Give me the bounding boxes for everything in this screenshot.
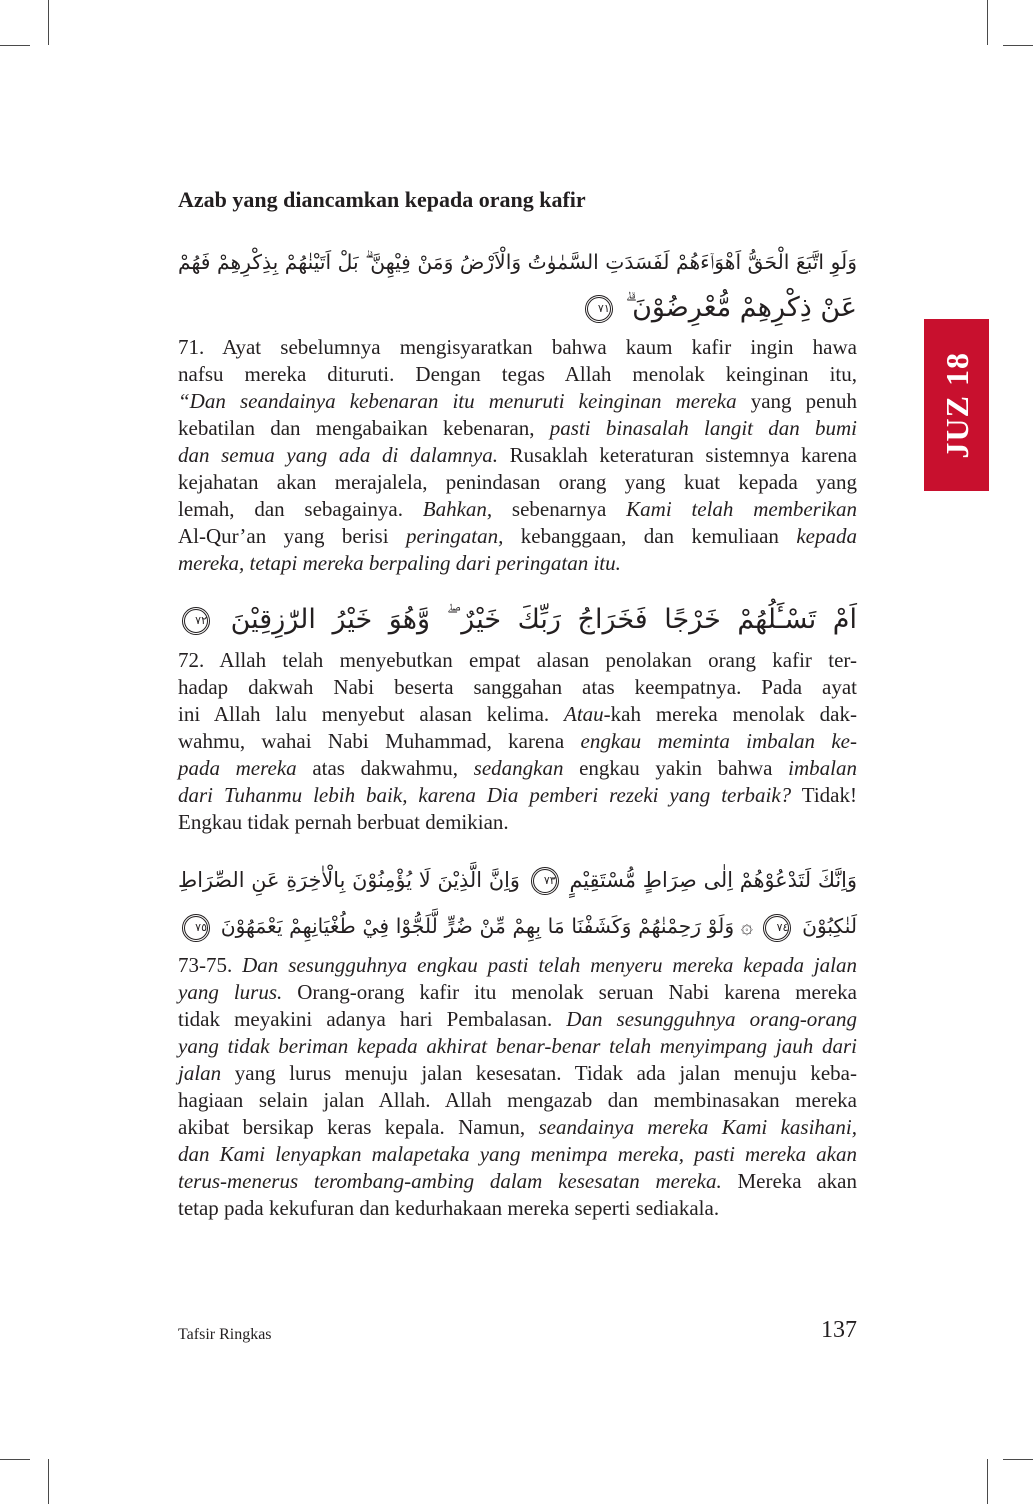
- italic-segment: Bahkan,: [422, 497, 493, 521]
- text-segment: atas dakwahmu,: [296, 756, 474, 780]
- text-segment: lemah, dan sebagainya.: [178, 497, 423, 521]
- text-segment: kebatilan dan mengabaikan kebenaran,: [178, 416, 550, 440]
- verse-line: [178, 857, 857, 903]
- crop-mark: [987, 1459, 988, 1504]
- verse-block-71: [178, 239, 857, 331]
- verse-end-marker: ٧٢: [182, 607, 210, 635]
- verse-text: وَاِنَّكَ لَتَدْعُوْهُمْ اِلٰى صِرَاطٍ مُّسْتَقِيْمٍ: [569, 868, 857, 892]
- text-segment: kejahatan akan merajalela, penindasan orang yang kuat kepada yang: [178, 470, 857, 494]
- verse-end-marker: ٧٣: [531, 867, 559, 895]
- verse-block-72: [178, 597, 857, 643]
- page-number: 137: [821, 1317, 857, 1343]
- verse-text: وَاِنَّ الَّذِيْنَ لَا يُؤْمِنُوْنَ بِالْاٰخِرَةِ عَنِ الصِّرَاطِ: [178, 868, 520, 892]
- text-segment: kebanggaan, dan kemuliaan: [503, 524, 797, 548]
- italic-segment: pasti binasalah langit dan bumi: [549, 416, 858, 440]
- text-segment: tidak meyakini adanya hari Pembalasan.: [178, 1007, 567, 1031]
- commentary-line: [178, 1114, 857, 1141]
- italic-segment: Kami telah memberikan: [626, 497, 858, 521]
- verse-line: [178, 239, 857, 285]
- commentary-paragraph-72: [178, 647, 857, 836]
- footer-book-title: Tafsir Ringkas: [178, 1326, 272, 1343]
- verse-line: [178, 285, 857, 331]
- text-segment: 71. Ayat sebelumnya mengisyaratkan bahwa kaum kafir ingin hawa: [178, 335, 857, 359]
- italic-segment: yang tidak beriman kepada akhirat benar-benar telah menyimpang jauh dari: [178, 1034, 857, 1058]
- commentary-line: [178, 1033, 857, 1060]
- italic-segment: “Dan seandainya kebenaran itu menuruti keinginan mereka: [178, 389, 737, 413]
- crop-mark: [0, 1459, 30, 1460]
- italic-segment: peringatan,: [405, 524, 504, 548]
- verse-text: لَنٰكِبُوْنَ: [802, 914, 858, 938]
- text-segment: Tidak!: [791, 783, 857, 807]
- verse-block-73-75: [178, 857, 857, 949]
- commentary-line: [178, 701, 857, 728]
- text-segment: hagiaan selain jalan Allah. Allah mengazab dan membinasakan mereka: [178, 1088, 857, 1112]
- text-segment: 73-75.: [178, 953, 243, 977]
- italic-segment: imbalan: [788, 756, 857, 780]
- text-segment: sebenarnya: [492, 497, 627, 521]
- crop-mark: [1003, 1459, 1033, 1460]
- italic-segment: jalan: [178, 1061, 222, 1085]
- text-segment: nafsu mereka dituruti. Dengan tegas Allah menolak keinginan itu,: [178, 362, 857, 386]
- commentary-line: [178, 674, 857, 701]
- verse-line: [178, 597, 857, 643]
- italic-segment: dan semua yang ada di dalamnya.: [178, 443, 498, 467]
- italic-segment: dari Tuhanmu lebih baik, karena Dia pemberi rezeki yang terbaik?: [178, 783, 792, 807]
- crop-mark: [48, 1459, 49, 1504]
- crop-mark: [48, 0, 49, 45]
- verse-text: وَلَوِ اتَّبَعَ الْحَقُّ اَهْوَاۤءَهُمْ لَفَسَدَتِ السَّمٰوٰتُ وَالْاَرْضُ وَمَنْ فِيْهِنَّ ۗ بَلْ اَتَيْنٰهُمْ بِذِكْرِهِمْ فَهُمْ: [178, 250, 857, 274]
- text-segment: yang penuh: [736, 389, 857, 413]
- juz-tab: [924, 319, 989, 491]
- commentary-paragraph-73-75: [178, 952, 857, 1222]
- text-segment: ini Allah lalu menyebut alasan kelima.: [178, 702, 564, 726]
- commentary-line: [178, 1141, 857, 1168]
- crop-mark: [0, 45, 30, 46]
- commentary-line: [178, 647, 857, 674]
- crop-mark: [1003, 45, 1033, 46]
- commentary-line: [178, 755, 857, 782]
- commentary-line: [178, 496, 857, 523]
- commentary-line: [178, 415, 857, 442]
- italic-segment: engkau meminta imbalan ke-: [580, 729, 857, 753]
- verse-end-marker: ٧١: [585, 295, 613, 323]
- italic-segment: Dan sesungguhnya engkau pasti telah menyeru mereka kepada jalan: [242, 953, 857, 977]
- commentary-line: [178, 782, 857, 809]
- verse-text: اَمْ تَسْـَٔلُهُمْ خَرْجًا فَخَرَاجُ رَبِّكَ خَيْرٌ ۖ وَّهُوَ خَيْرُ الرّٰزِقِيْنَ: [230, 604, 858, 635]
- italic-segment: yang lurus.: [178, 980, 283, 1004]
- text-segment: Al-Qur’an yang berisi: [178, 524, 406, 548]
- verse-end-marker: ٧٥: [182, 914, 210, 942]
- juz-tab-label: JUZ 18: [938, 351, 975, 459]
- italic-segment: Dan sesungguhnya orang-orang: [566, 1007, 857, 1031]
- commentary-line: [178, 334, 857, 361]
- commentary-line: [178, 809, 857, 836]
- text-segment: hadap dakwah Nabi beserta sanggahan atas keempatnya. Pada ayat: [178, 675, 857, 699]
- verse-end-marker: ٧٤: [763, 914, 791, 942]
- commentary-line: [178, 728, 857, 755]
- commentary-line: [178, 550, 857, 577]
- italic-segment: terus-menerus terombang-ambing dalam kesesatan mereka.: [178, 1169, 722, 1193]
- commentary-line: [178, 523, 857, 550]
- commentary-line: [178, 1060, 857, 1087]
- commentary-line: [178, 388, 857, 415]
- commentary-line: [178, 1006, 857, 1033]
- italic-segment: mereka, tetapi mereka berpaling dari peringatan itu.: [178, 551, 621, 575]
- commentary-paragraph-71: [178, 334, 857, 577]
- italic-segment: seandainya mereka Kami kasihani,: [538, 1115, 857, 1139]
- text-segment: Orang-orang kafir itu menolak seruan Nabi karena mereka: [282, 980, 858, 1004]
- italic-segment: dan Kami lenyapkan malapetaka yang menimpa mereka, pasti mereka akan: [178, 1142, 857, 1166]
- italic-segment: sedangkan: [473, 756, 564, 780]
- verse-text: عَنْ ذِكْرِهِمْ مُّعْرِضُوْنَ ۗ: [625, 292, 857, 323]
- text-segment: tetap pada kekufuran dan kedurhakaan mereka seperti sediakala.: [178, 1196, 720, 1220]
- text-segment: engkau yakin bahwa: [563, 756, 789, 780]
- commentary-line: [178, 1087, 857, 1114]
- commentary-line: [178, 442, 857, 469]
- crop-mark: [987, 0, 988, 45]
- text-segment: 72. Allah telah menyebutkan empat alasan penolakan orang kafir ter-: [178, 648, 857, 672]
- commentary-line: [178, 469, 857, 496]
- commentary-line: [178, 1195, 857, 1222]
- commentary-line: [178, 1168, 857, 1195]
- text-segment: Rusaklah keteraturan sistemnya karena: [497, 443, 857, 467]
- italic-segment: pada mereka: [178, 756, 297, 780]
- italic-segment: Atau: [564, 702, 604, 726]
- commentary-line: [178, 361, 857, 388]
- verse-text: ۞ وَلَوْ رَحِمْنٰهُمْ وَكَشَفْنَا مَا بِهِمْ مِّنْ ضُرٍّ لَّلَجُّوْا فِيْ طُغْيَانِهِمْ يَعْمَهُوْنَ: [220, 914, 753, 938]
- text-segment: -kah mereka menolak dak-: [603, 702, 857, 726]
- text-segment: Engkau tidak pernah berbuat demikian.: [178, 810, 509, 834]
- italic-segment: kepada: [796, 524, 857, 548]
- text-segment: wahmu, wahai Nabi Muhammad, karena: [178, 729, 581, 753]
- commentary-line: [178, 979, 857, 1006]
- text-segment: Mereka akan: [721, 1169, 857, 1193]
- text-segment: yang lurus menuju jalan kesesatan. Tidak ada jalan menuju keba-: [221, 1061, 857, 1085]
- section-heading: Azab yang diancamkan kepada orang kafir: [178, 187, 586, 212]
- commentary-line: [178, 952, 857, 979]
- verse-line: [178, 903, 857, 949]
- text-segment: akibat bersikap keras kepala. Namun,: [178, 1115, 539, 1139]
